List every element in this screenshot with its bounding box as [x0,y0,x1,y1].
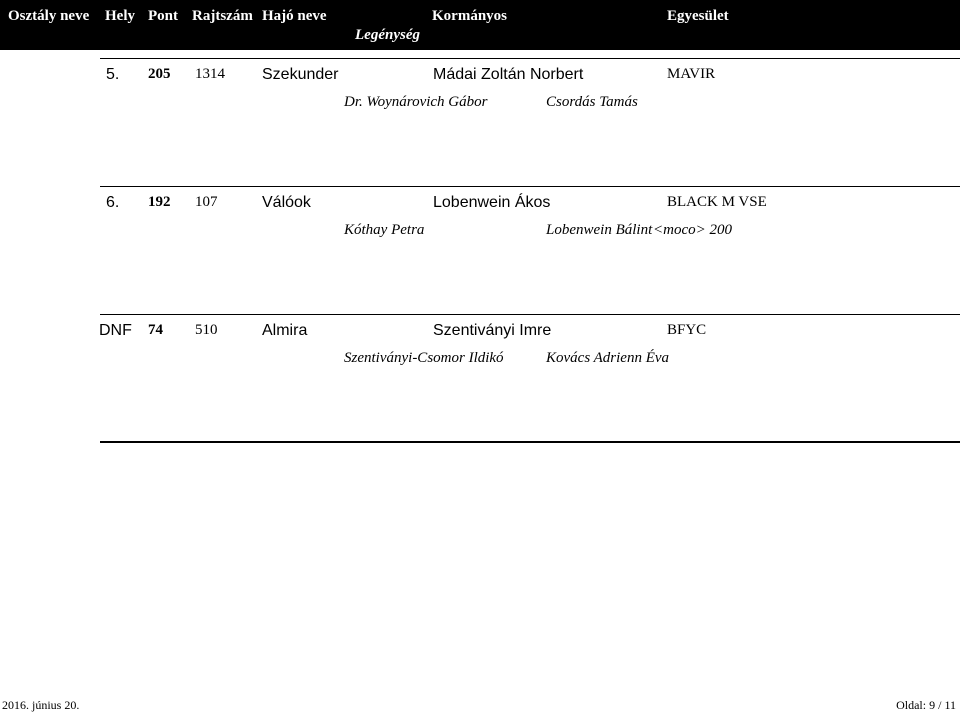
sail-number-value: 107 [195,194,218,210]
crew-member: Kovács Adrienn Éva [546,350,670,366]
club-value: MAVIR [667,66,716,82]
header-points: Pont [148,8,178,24]
club-value: BFYC [667,322,707,338]
row-separator [100,58,960,59]
crew-member: Csordás Tamás [546,94,638,110]
place-value: DNF [99,322,132,339]
crew-member: Szentiványi-Csomor Ildikó [344,350,504,366]
helmsman-value: Szentiványi Imre [433,322,552,339]
club-value: BLACK M VSE [667,194,767,210]
row-separator [100,314,960,315]
header-sail-number: Rajtszám [192,8,253,24]
header-place: Hely [105,8,135,24]
place-value: 5. [106,66,120,83]
points-value: 205 [148,66,171,82]
sail-number-value: 1314 [195,66,225,82]
points-value: 192 [148,194,171,210]
helmsman-value: Lobenwein Ákos [433,194,551,211]
helmsman-value: Mádai Zoltán Norbert [433,66,584,83]
boat-name-value: Szekunder [262,66,339,83]
points-value: 74 [148,322,163,338]
header-class: Osztály neve [8,8,90,24]
crew-member: Lobenwein Bálint [546,222,653,238]
place-value: 6. [106,194,120,211]
sail-number-value: 510 [195,322,218,338]
boat-name-value: Válóok [262,194,311,211]
header-crew: Legénység [355,27,420,43]
crew-member: Dr. Woynárovich Gábor [344,94,488,110]
crew-member: Kóthay Petra [344,222,425,238]
row-separator [100,186,960,187]
footer-date: 2016. június 20. [2,698,80,712]
boat-name-value: Almira [262,322,308,339]
table-header [0,0,960,50]
footer-page-number: Oldal: 9 / 11 [896,698,956,712]
header-club: Egyesület [667,8,729,24]
header-boat-name: Hajó neve [262,8,327,24]
table-end-line [100,441,960,443]
crew-member: <moco> 200 [653,222,732,238]
header-helmsman: Kormányos [432,8,507,24]
